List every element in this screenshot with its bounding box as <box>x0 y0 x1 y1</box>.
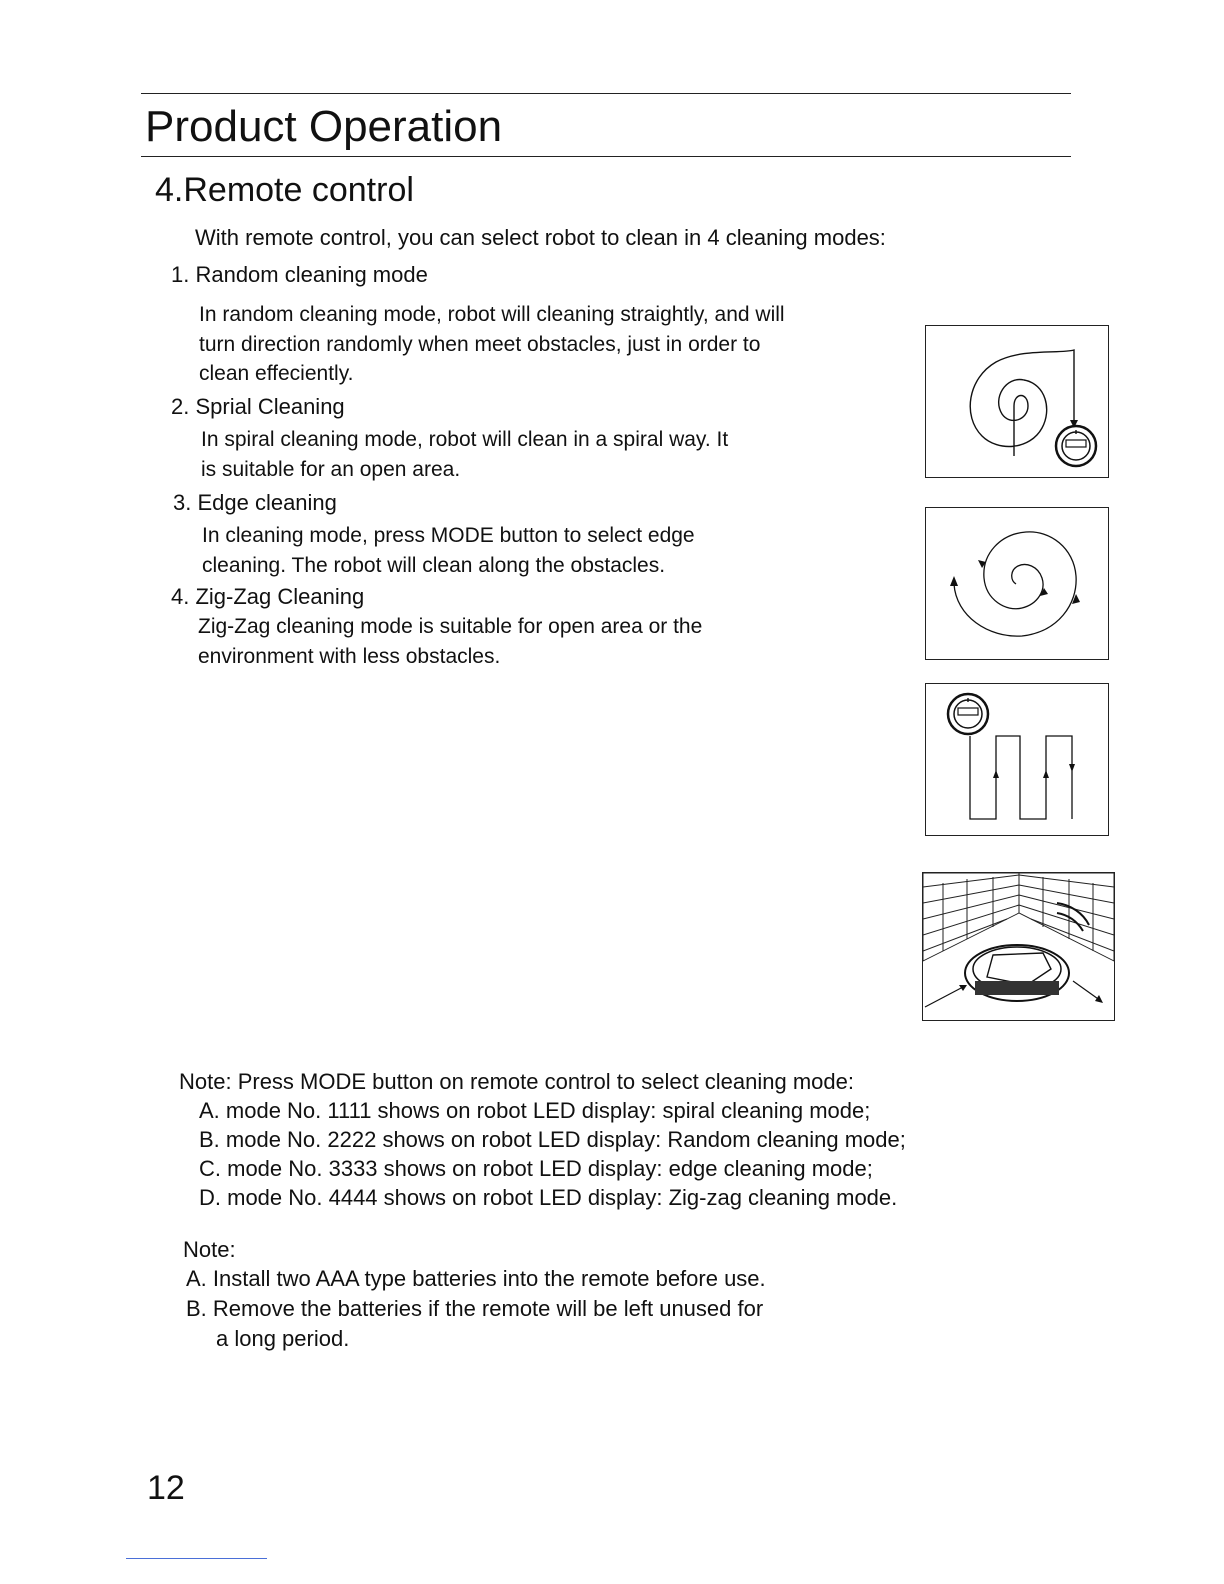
page-number: 12 <box>147 1469 185 1507</box>
mode-heading-random: 1. Random cleaning mode <box>171 262 428 287</box>
list-item: C. mode No. 3333 shows on robot LED display: edge cleaning mode; <box>199 1156 873 1181</box>
mode-body-random <box>199 300 785 389</box>
top-rule <box>141 93 1071 94</box>
list-item: D. mode No. 4444 shows on robot LED display: Zig-zag cleaning mode. <box>199 1185 898 1210</box>
text-line: In random cleaning mode, robot will cleaning straightly, and will <box>199 303 785 326</box>
text-line: environment with less obstacles. <box>198 644 501 668</box>
mode-body-edge <box>202 521 695 580</box>
list-item-continuation: a long period. <box>216 1326 350 1351</box>
section-intro: With remote control, you can select robot to clean in 4 cleaning modes: <box>195 225 886 250</box>
mode-body-zigzag <box>198 612 702 671</box>
list-item: A. mode No. 1111 shows on robot LED display: spiral cleaning mode; <box>199 1098 871 1123</box>
note-modes-title: Note: Press MODE button on remote control to select cleaning mode: <box>179 1069 854 1094</box>
text-line: is suitable for an open area. <box>201 457 461 481</box>
text-line: turn direction randomly when meet obstacles, just in order to <box>199 332 761 356</box>
mode-heading-zigzag: 4. Zig-Zag Cleaning <box>171 584 365 609</box>
list-item: B. mode No. 2222 shows on robot LED display: Random cleaning mode; <box>199 1127 906 1152</box>
list-item: A. Install two AAA type batteries into the remote before use. <box>186 1266 766 1291</box>
note-batteries-title: Note: <box>183 1237 236 1262</box>
spiral-path-figure <box>925 507 1109 660</box>
mode-heading-edge: 3. Edge cleaning <box>173 490 337 515</box>
footer-link-underline <box>126 1558 267 1559</box>
edge-cleaning-figure <box>922 872 1115 1021</box>
random-path-figure <box>925 325 1109 478</box>
text-line: In spiral cleaning mode, robot will clean in a spiral way. It <box>201 428 729 451</box>
edge-cleaning-illustration <box>923 873 1114 1020</box>
text-line: Zig-Zag cleaning mode is suitable for open area or the <box>198 615 703 638</box>
text-line: cleaning. The robot will clean along the obstacles. <box>202 553 666 577</box>
note-modes-list <box>199 1096 906 1212</box>
mode-body-spiral <box>201 425 728 484</box>
zigzag-path-diagram <box>926 684 1108 835</box>
text-line: In cleaning mode, press MODE button to select edge <box>202 524 695 547</box>
zigzag-path-figure <box>925 683 1109 836</box>
title-underline <box>141 156 1071 157</box>
random-path-diagram <box>926 326 1108 477</box>
mode-heading-spiral: 2. Sprial Cleaning <box>171 394 345 419</box>
note-batteries-list <box>186 1264 766 1354</box>
page-title: Product Operation <box>145 102 503 151</box>
list-item: B. Remove the batteries if the remote will be left unused for <box>186 1296 764 1321</box>
text-line: clean effeciently. <box>199 362 354 385</box>
section-title: 4.Remote control <box>155 171 414 209</box>
spiral-path-diagram <box>926 508 1108 659</box>
